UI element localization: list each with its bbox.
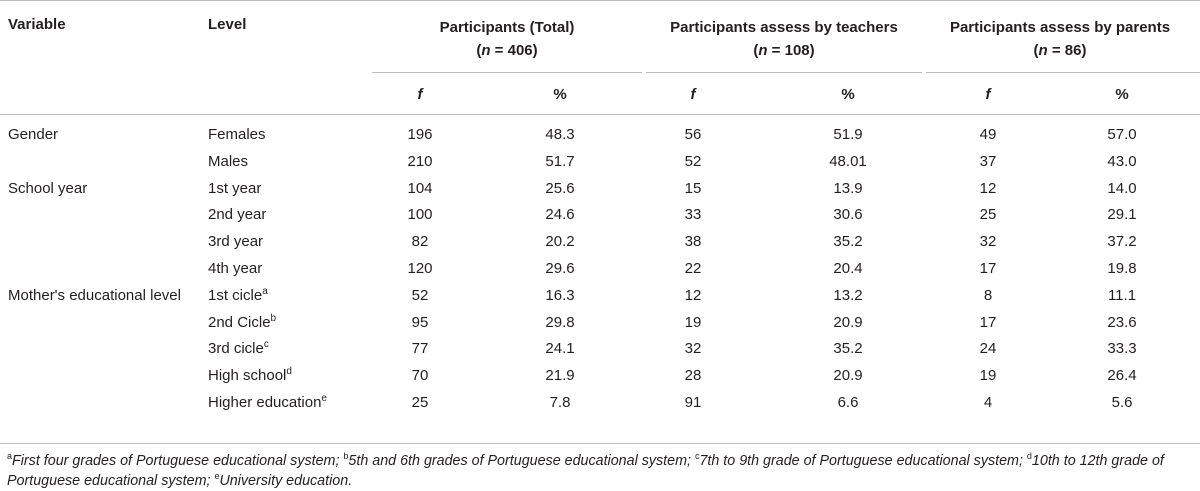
cell-value: 19.8 (1107, 260, 1137, 277)
footnote-marker: e (214, 471, 220, 482)
subheader-f-total: f (417, 86, 423, 103)
cell-value: 48.01 (829, 152, 867, 170)
table-row (0, 232, 1200, 259)
cell-value: 17 (979, 313, 997, 331)
table-row (0, 313, 1200, 340)
cell-value: 7.8 (549, 394, 571, 411)
header-group-parents (926, 16, 1194, 62)
footnote-marker: e (321, 393, 327, 404)
cell-value: 8 (983, 286, 993, 304)
cell-value: 15 (684, 179, 702, 197)
header-level: Level (208, 16, 247, 33)
table-row (0, 259, 1200, 286)
cell-value: 91 (684, 394, 702, 411)
cell-value: 16.3 (545, 286, 575, 304)
footnote-text: 10th to 12th grade of Portuguese educational system; (7, 453, 1164, 489)
cell-value: 25 (411, 394, 429, 411)
cell-value: 24.1 (545, 340, 575, 358)
cell-value: 13.9 (833, 179, 863, 197)
cell-value: 20.4 (833, 260, 863, 277)
footnote-text: 5th and 6th grades of Portuguese educational system; (348, 453, 695, 469)
cell-value: 24 (979, 340, 997, 358)
cell-value: 30.6 (833, 206, 863, 224)
cell-value: 33.3 (1107, 340, 1137, 358)
cell-level-text: Males (208, 152, 249, 170)
cell-value: 12 (979, 179, 997, 197)
cell-value: 17 (979, 260, 997, 277)
footnote-text: 7th to 9th grade of Portuguese educational system; (699, 453, 1027, 469)
cell-value: 19 (684, 313, 702, 331)
footnote-marker: c (694, 451, 700, 462)
header-group-total-title: Participants (Total) (439, 19, 575, 36)
cell-value: 29.6 (545, 260, 575, 277)
cell-variable: Mother's educational level (8, 286, 181, 304)
cell-value: 13.2 (833, 286, 863, 304)
header-group-parents-n: (n = 86) (1033, 42, 1087, 59)
cell-value: 32 (684, 340, 702, 358)
cell-level (208, 152, 248, 172)
cell-value: 51.9 (833, 126, 863, 143)
cell-value: 70 (411, 367, 429, 385)
cell-value: 52 (411, 286, 429, 304)
cell-level-text: 2nd Cicle (208, 313, 271, 331)
cell-level (208, 259, 262, 279)
cell-value: 210 (407, 152, 433, 170)
cell-level-text: Females (208, 126, 266, 143)
cell-value: 104 (407, 179, 433, 197)
table-row (0, 286, 1200, 313)
cell-level (208, 393, 327, 413)
header-group-total-n: (n = 406) (476, 42, 538, 59)
cell-value: 35.2 (833, 340, 863, 358)
header-group-total (372, 16, 642, 62)
cell-value: 196 (407, 126, 433, 143)
footnote-marker: b (343, 451, 349, 462)
footnote-marker: d (1026, 451, 1032, 462)
group-underline-teachers (646, 72, 922, 73)
header-group-teachers-n: (n = 108) (753, 42, 815, 59)
cell-value: 26.4 (1107, 367, 1137, 385)
cell-level-text: Higher education (208, 394, 322, 411)
cell-value: 20.9 (833, 367, 863, 385)
subheader-f-parents: f (985, 86, 991, 103)
cell-level (208, 179, 261, 199)
cell-value: 51.7 (545, 152, 575, 170)
table-row (0, 152, 1200, 179)
subheader-pct-total: % (553, 86, 567, 103)
subheader-pct-parents: % (1115, 86, 1129, 103)
cell-value: 25 (979, 206, 997, 224)
cell-value: 6.6 (837, 394, 859, 411)
footnote-marker: a (262, 285, 268, 297)
group-underline-total (372, 72, 642, 73)
cell-level (208, 125, 266, 145)
cell-value: 20.9 (833, 313, 863, 331)
cell-level-text: 2nd year (208, 206, 267, 224)
table-row (0, 179, 1200, 206)
header-bottom-rule (0, 114, 1200, 115)
table-row (0, 205, 1200, 232)
cell-value: 4 (983, 394, 993, 411)
cell-value: 56 (684, 126, 702, 143)
cell-value: 48.3 (545, 126, 575, 143)
footnote-marker: c (263, 339, 269, 351)
cell-level (208, 339, 269, 359)
cell-level (208, 366, 292, 386)
footnote-text: First four grades of Portuguese educational system; (12, 453, 344, 469)
cell-value: 33 (684, 206, 702, 224)
cell-value: 12 (684, 286, 702, 304)
cell-level (208, 313, 276, 333)
cell-value: 82 (411, 233, 429, 251)
cell-level-text: High school (208, 367, 287, 385)
cell-value: 120 (407, 260, 433, 277)
cell-value: 32 (979, 233, 997, 251)
cell-level-text: 4th year (208, 260, 263, 277)
cell-level (208, 232, 263, 252)
header-variable: Variable (8, 16, 66, 33)
cell-value: 19 (979, 367, 997, 385)
cell-level-text: 1st year (208, 179, 262, 197)
cell-value: 95 (411, 313, 429, 331)
cell-value: 23.6 (1107, 313, 1137, 331)
cell-value: 35.2 (833, 233, 863, 251)
cell-value: 37 (979, 152, 997, 170)
cell-value: 37.2 (1107, 233, 1137, 251)
table-row (0, 339, 1200, 366)
footnote-text: University education. (219, 473, 353, 489)
group-underline-parents (926, 72, 1200, 73)
table-row (0, 125, 1200, 152)
cell-value: 5.6 (1111, 394, 1133, 411)
cell-value: 22 (684, 260, 702, 277)
table-footnote (7, 451, 1193, 491)
cell-level-text: 1st cicle (208, 286, 263, 304)
cell-level-text: 3rd cicle (208, 340, 264, 358)
cell-value: 38 (684, 233, 702, 251)
header-group-teachers (646, 16, 922, 62)
header-group-teachers-title: Participants assess by teachers (670, 19, 898, 36)
cell-value: 100 (407, 206, 433, 224)
cell-value: 43.0 (1107, 152, 1137, 170)
subheader-pct-teachers: % (841, 86, 855, 103)
cell-variable: School year (8, 179, 88, 197)
footnote-marker: d (286, 366, 292, 378)
cell-value: 57.0 (1107, 126, 1137, 143)
cell-value: 21.9 (545, 367, 575, 385)
cell-value: 52 (684, 152, 702, 170)
cell-level-text: 3rd year (208, 233, 264, 251)
cell-value: 29.8 (545, 313, 575, 331)
footnote-marker: a (7, 451, 13, 462)
table-top-rule (0, 0, 1200, 1)
table-row (0, 393, 1200, 420)
cell-value: 20.2 (545, 233, 575, 251)
cell-level (208, 286, 268, 306)
subheader-f-teachers: f (690, 86, 696, 103)
cell-value: 11.1 (1107, 286, 1137, 304)
table-bottom-rule (0, 443, 1200, 444)
cell-value: 14.0 (1107, 179, 1137, 197)
table-row (0, 366, 1200, 393)
cell-value: 49 (979, 126, 997, 143)
footnote-marker: b (270, 312, 277, 324)
cell-value: 77 (411, 340, 429, 358)
cell-value: 28 (684, 367, 702, 385)
cell-value: 29.1 (1107, 206, 1137, 224)
cell-value: 25.6 (545, 179, 575, 197)
cell-value: 24.6 (545, 206, 575, 224)
cell-variable: Gender (8, 126, 59, 143)
header-group-parents-title: Participants assess by parents (949, 19, 1171, 36)
cell-level (208, 205, 266, 225)
